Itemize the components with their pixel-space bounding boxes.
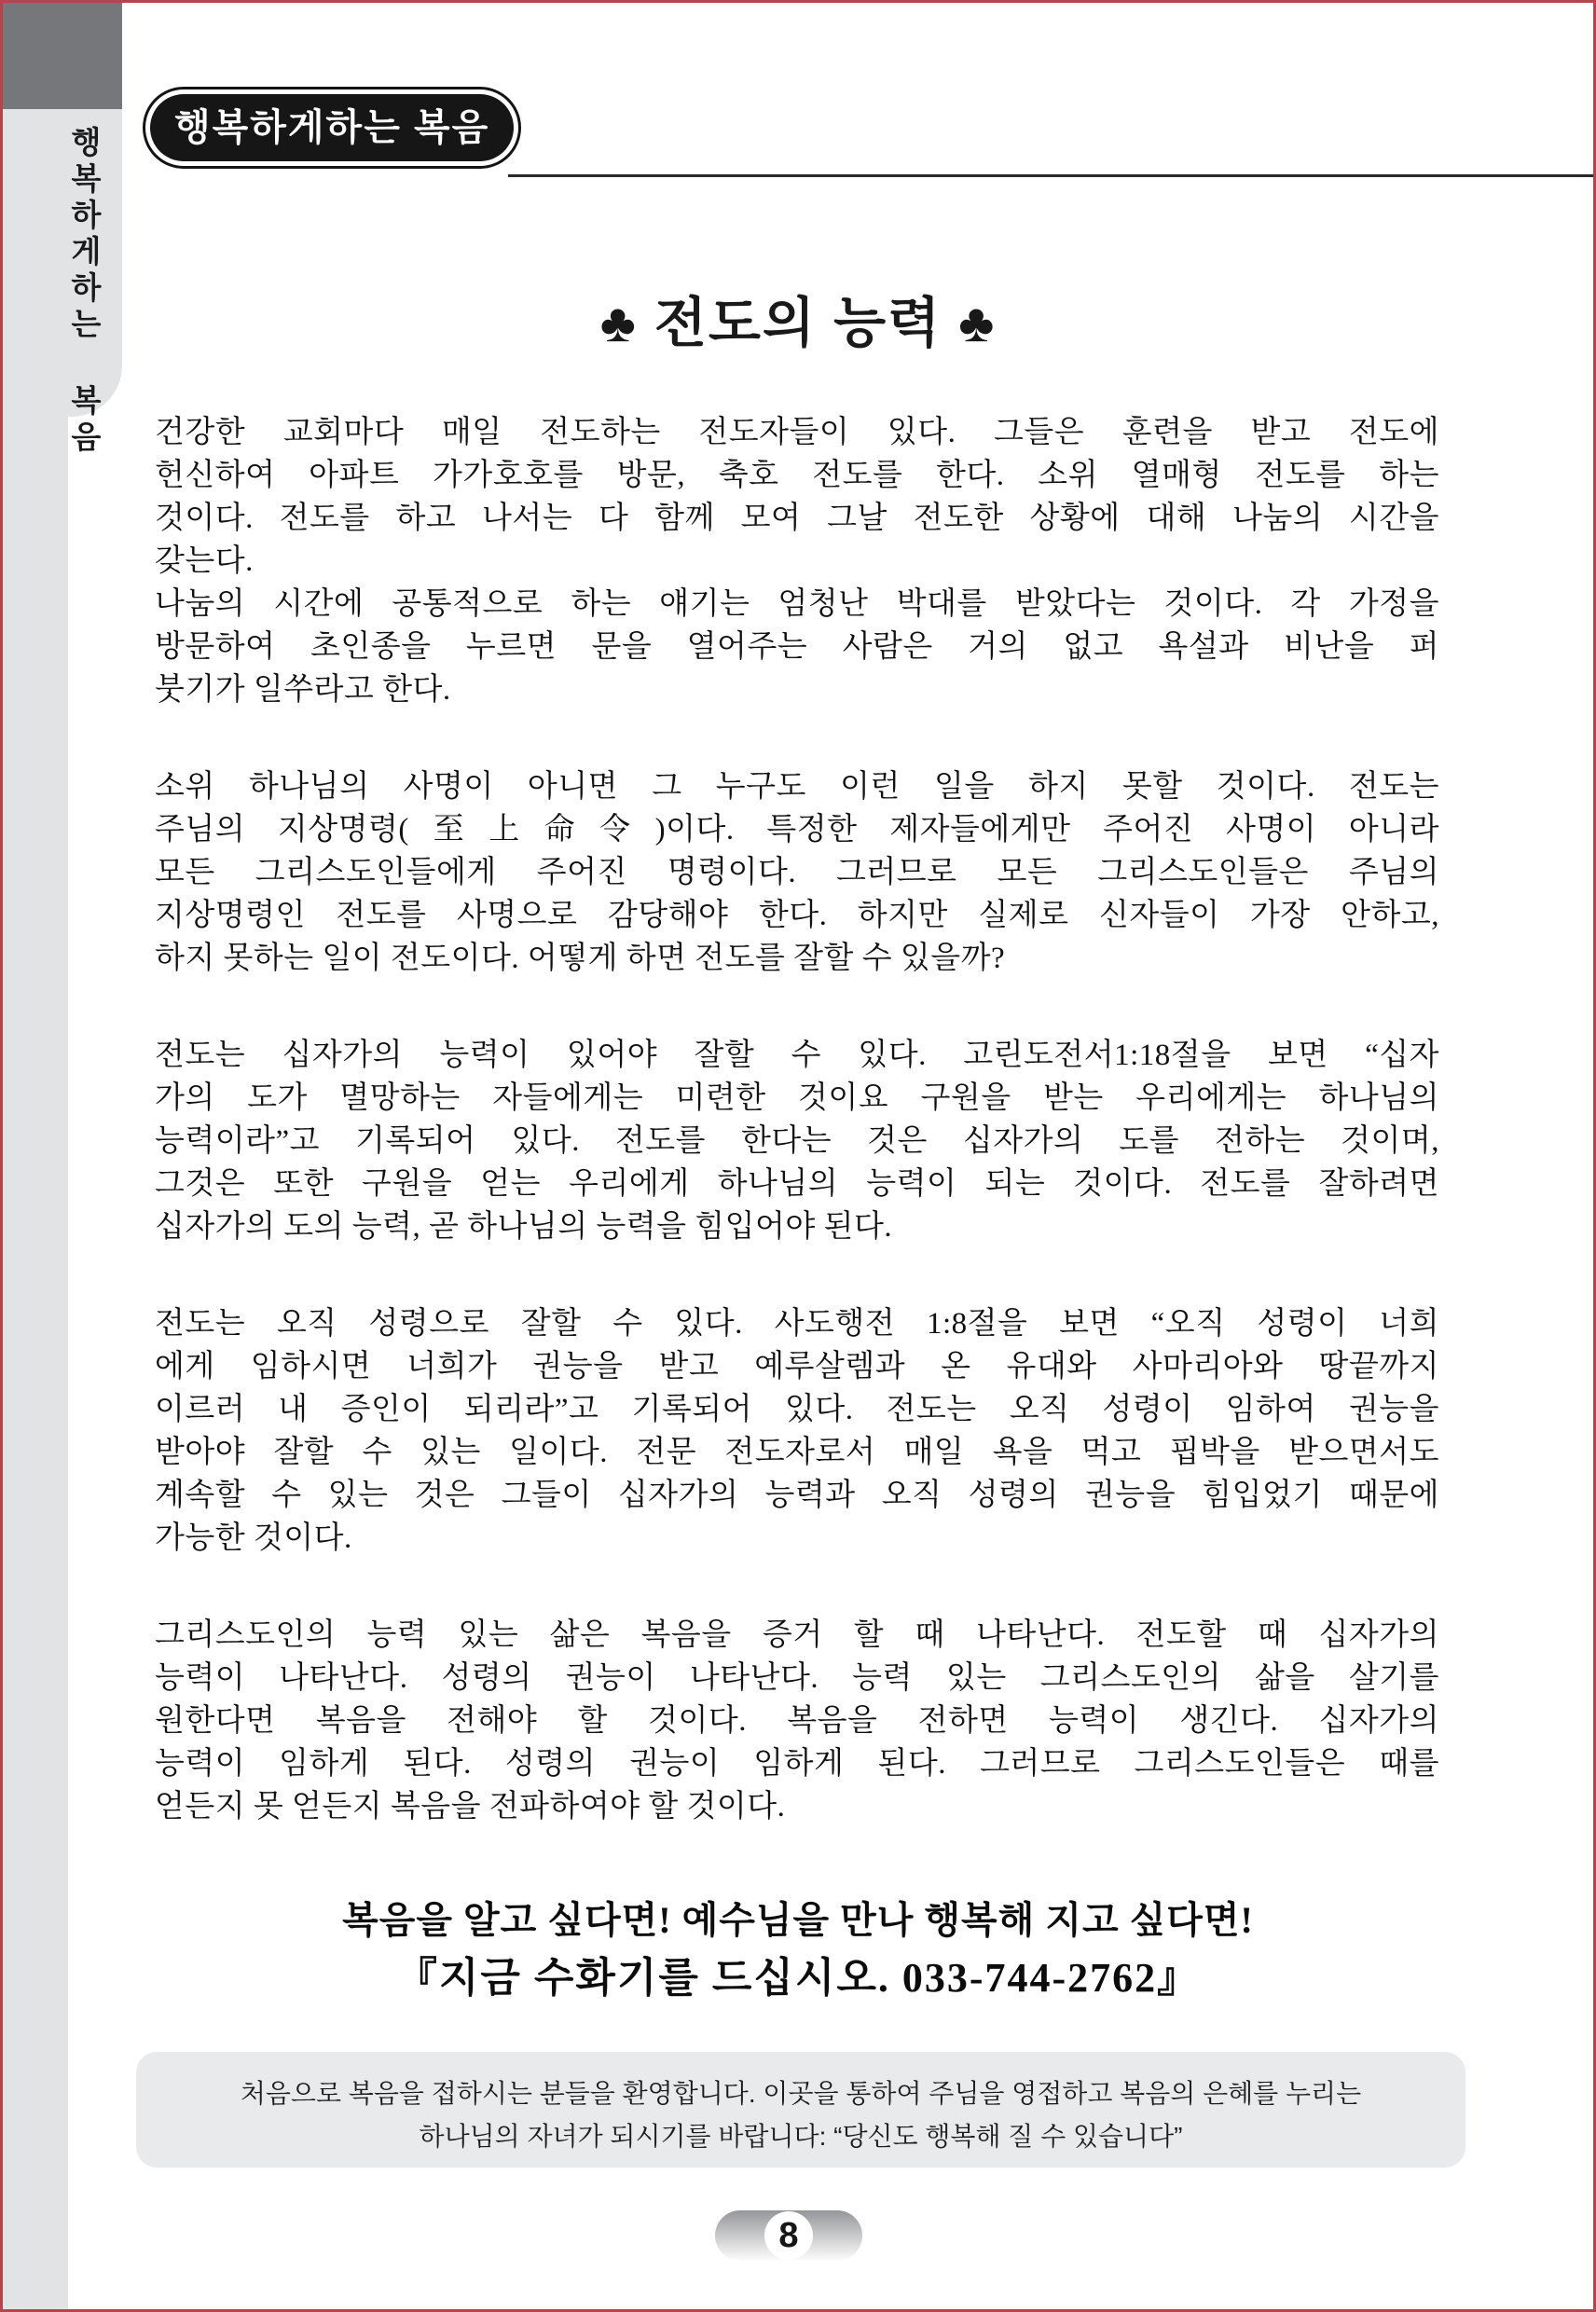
page-title: ♣ 전도의 능력 ♣ (599, 293, 997, 353)
paragraph (155, 1614, 1439, 1828)
welcome-line: 처음으로 복음을 접하시는 분들을 환영합니다. 이곳을 통하여 주님을 영접하고 복음의 은혜를 누리는 (240, 2079, 1362, 2108)
text-line: 능력이 나타난다. 성령의 권능이 나타난다. 능력 있는 그리스도인의 삶을 살기를 (155, 1661, 1439, 1695)
page-number-circle (764, 2211, 813, 2260)
text-line: 소위 하나님의 사명이 아니면 그 누구도 이런 일을 하지 못할 것이다. 전도는 (155, 770, 1439, 804)
text-line: 모든 그리스도인들에게 주어진 명령이다. 그러므로 모든 그리스도인들은 주님의 (155, 856, 1439, 889)
text-line: 것이다. 전도를 하고 나서는 다 함께 모여 그날 전도한 상황에 대해 나눔의 시간을 (155, 502, 1439, 535)
text-line: 건강한 교회마다 매일 전도하는 전도자들이 있다. 그들은 훈련을 받고 전도에 (155, 416, 1439, 449)
text-line: 전도는 오직 성령으로 잘할 수 있다. 사도행전 1:8절을 보면 “오직 성령이 너희 (155, 1307, 1439, 1341)
text-line: 주님의 지상명령(至上命令)이다. 특정한 제자들에게만 주어진 사명이 아니라 (155, 813, 1439, 846)
text-line: 이르러 내 증인이 되리라”고 기록되어 있다. 전도는 오직 성령이 임하여 권능을 (155, 1393, 1439, 1426)
text-line: 헌신하여 아파트 가가호호를 방문, 축호 전도를 한다. 소위 열매형 전도를 하는 (155, 459, 1439, 492)
sidebar-vertical-label: 행복하게하는 복음 (67, 126, 102, 457)
welcome-box (136, 2052, 1465, 2168)
text-line: 지상명령인 전도를 사명으로 감당해야 한다. 하지만 실제로 신자들이 가장 안하고, (155, 899, 1439, 932)
text-line: 받아야 잘할 수 있는 일이다. 전문 전도자로서 매일 욕을 먹고 핍박을 받으면서도 (155, 1436, 1439, 1469)
text-line: 그리스도인의 능력 있는 삶은 복음을 증거 할 때 나타난다. 전도할 때 십자가의 (155, 1618, 1439, 1652)
text-line: 능력이 임하게 된다. 성령의 권능이 임하게 된다. 그러므로 그리스도인들은 때를 (155, 1747, 1439, 1781)
text-line: 갖는다. (155, 544, 254, 578)
text-line: 얻든지 못 얻든지 복음을 전파하여야 할 것이다. (155, 1790, 786, 1823)
page-number-pill (715, 2210, 862, 2261)
text-line: 붓기가 일쑤라고 한다. (155, 673, 451, 707)
cta-phone-line: 『지금 수화기를 드십시오. 033-744-2762』 (395, 1955, 1201, 2001)
text-line: 십자가의 도의 능력, 곧 하나님의 능력을 힘입어야 된다. (155, 1210, 893, 1244)
paragraph (155, 411, 1439, 711)
text-line: 에게 임하시면 너희가 권능을 받고 예루살렘과 온 유대와 사마리아와 땅끝까지 (155, 1350, 1439, 1383)
section-badge (143, 87, 521, 169)
text-line: 가능한 것이다. (155, 1521, 352, 1555)
paragraph (155, 1302, 1439, 1560)
text-line: 능력이라”고 기록되어 있다. 전도를 한다는 것은 십자가의 도를 전하는 것이며, (155, 1124, 1439, 1158)
page-number: 8 (778, 2215, 799, 2255)
text-line: 그것은 또한 구원을 얻는 우리에게 하나님의 능력이 되는 것이다. 전도를 잘하려면 (155, 1167, 1439, 1201)
text-line: 방문하여 초인종을 누르면 문을 열어주는 사람은 거의 없고 욕설과 비난을 퍼 (155, 630, 1439, 664)
text-line: 하지 못하는 일이 전도이다. 어떻게 하면 전도를 잘할 수 있을까? (155, 942, 1006, 975)
sidebar-dark-block (3, 3, 122, 109)
section-badge-label: 행복하게하는 복음 (150, 94, 514, 161)
call-to-action (3, 1893, 1593, 2009)
header-rule (508, 174, 1593, 177)
paragraph (155, 765, 1439, 980)
text-line: 가의 도가 멸망하는 자들에게는 미련한 것이요 구원을 받는 우리에게는 하나님의 (155, 1081, 1439, 1115)
welcome-line: 하나님의 자녀가 되시기를 바랍니다: “당신도 행복해 질 수 있습니다” (419, 2122, 1183, 2151)
text-line: 나눔의 시간에 공통적으로 하는 얘기는 엄청난 박대를 받았다는 것이다. 각 가정을 (155, 587, 1439, 621)
text-line: 원한다면 복음을 전해야 할 것이다. 복음을 전하면 능력이 생긴다. 십자가의 (155, 1704, 1439, 1738)
paragraph (155, 1034, 1439, 1248)
text-line: 계속할 수 있는 것은 그들이 십자가의 능력과 오직 성령의 권능을 힘입었기 때문에 (155, 1479, 1439, 1512)
article-body (155, 411, 1439, 1882)
cta-line: 복음을 알고 싶다면! 예수님을 만나 행복해 지고 싶다면! (342, 1899, 1254, 1941)
text-line: 전도는 십자가의 능력이 있어야 잘할 수 있다. 고린도전서1:18절을 보면 “십자 (155, 1039, 1439, 1072)
